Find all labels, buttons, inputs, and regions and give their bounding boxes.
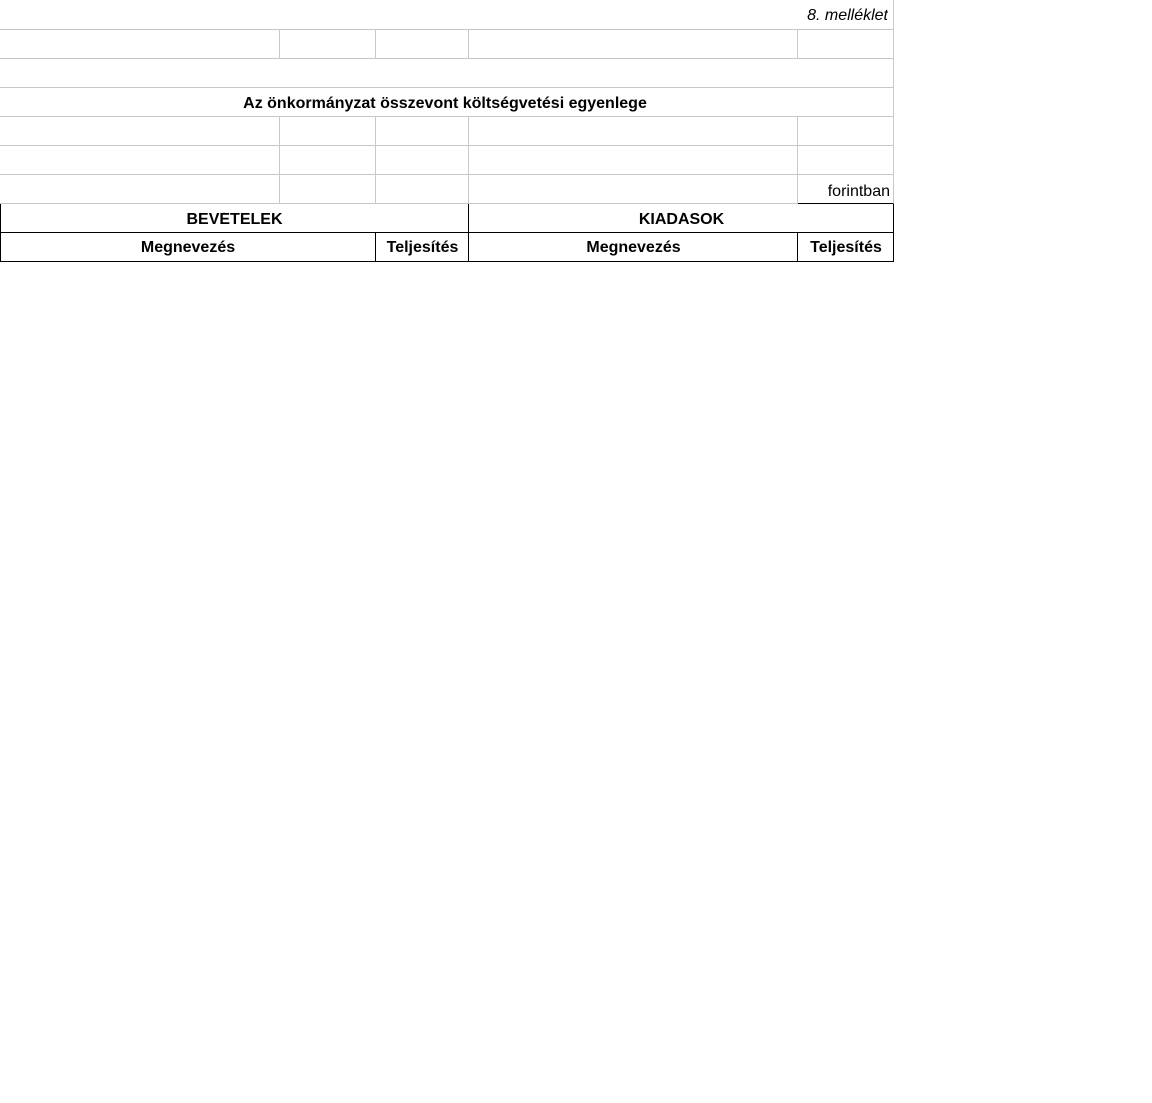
income-name-header-label: Megnevezés — [140, 240, 236, 256]
grid-cell — [798, 146, 894, 175]
grid-row — [0, 59, 894, 88]
unit-label: forintban — [827, 184, 890, 200]
grid-cell — [798, 117, 894, 146]
income-heading: BEVÉTELEK — [186, 212, 283, 228]
grid-cell — [469, 30, 798, 59]
expense-value-header-label: Teljesítés — [810, 240, 882, 256]
expense-heading: KIADÁSOK — [638, 212, 725, 228]
grid-cell — [798, 30, 894, 59]
grid-cell — [0, 117, 280, 146]
grid-cell — [280, 117, 376, 146]
grid-cell — [469, 146, 798, 175]
grid-cell — [280, 146, 376, 175]
grid-cell — [376, 146, 469, 175]
annex-label: 8. melléklet — [807, 8, 888, 24]
income-value-header-label: Teljesítés — [386, 240, 459, 256]
grid-cell — [376, 30, 469, 59]
grid-cell — [280, 30, 376, 59]
grid-cell — [0, 146, 280, 175]
grid-cell — [469, 175, 798, 204]
grid-cell — [280, 175, 376, 204]
grid-cell — [376, 175, 469, 204]
expense-name-header-label: Megnevezés — [586, 240, 681, 256]
grid-cell — [0, 175, 280, 204]
grid-cell — [469, 117, 798, 146]
grid-cell — [0, 30, 280, 59]
grid-cell — [376, 117, 469, 146]
page-title: Az önkormányzat összevont költségvetési egyenlege — [243, 96, 647, 112]
